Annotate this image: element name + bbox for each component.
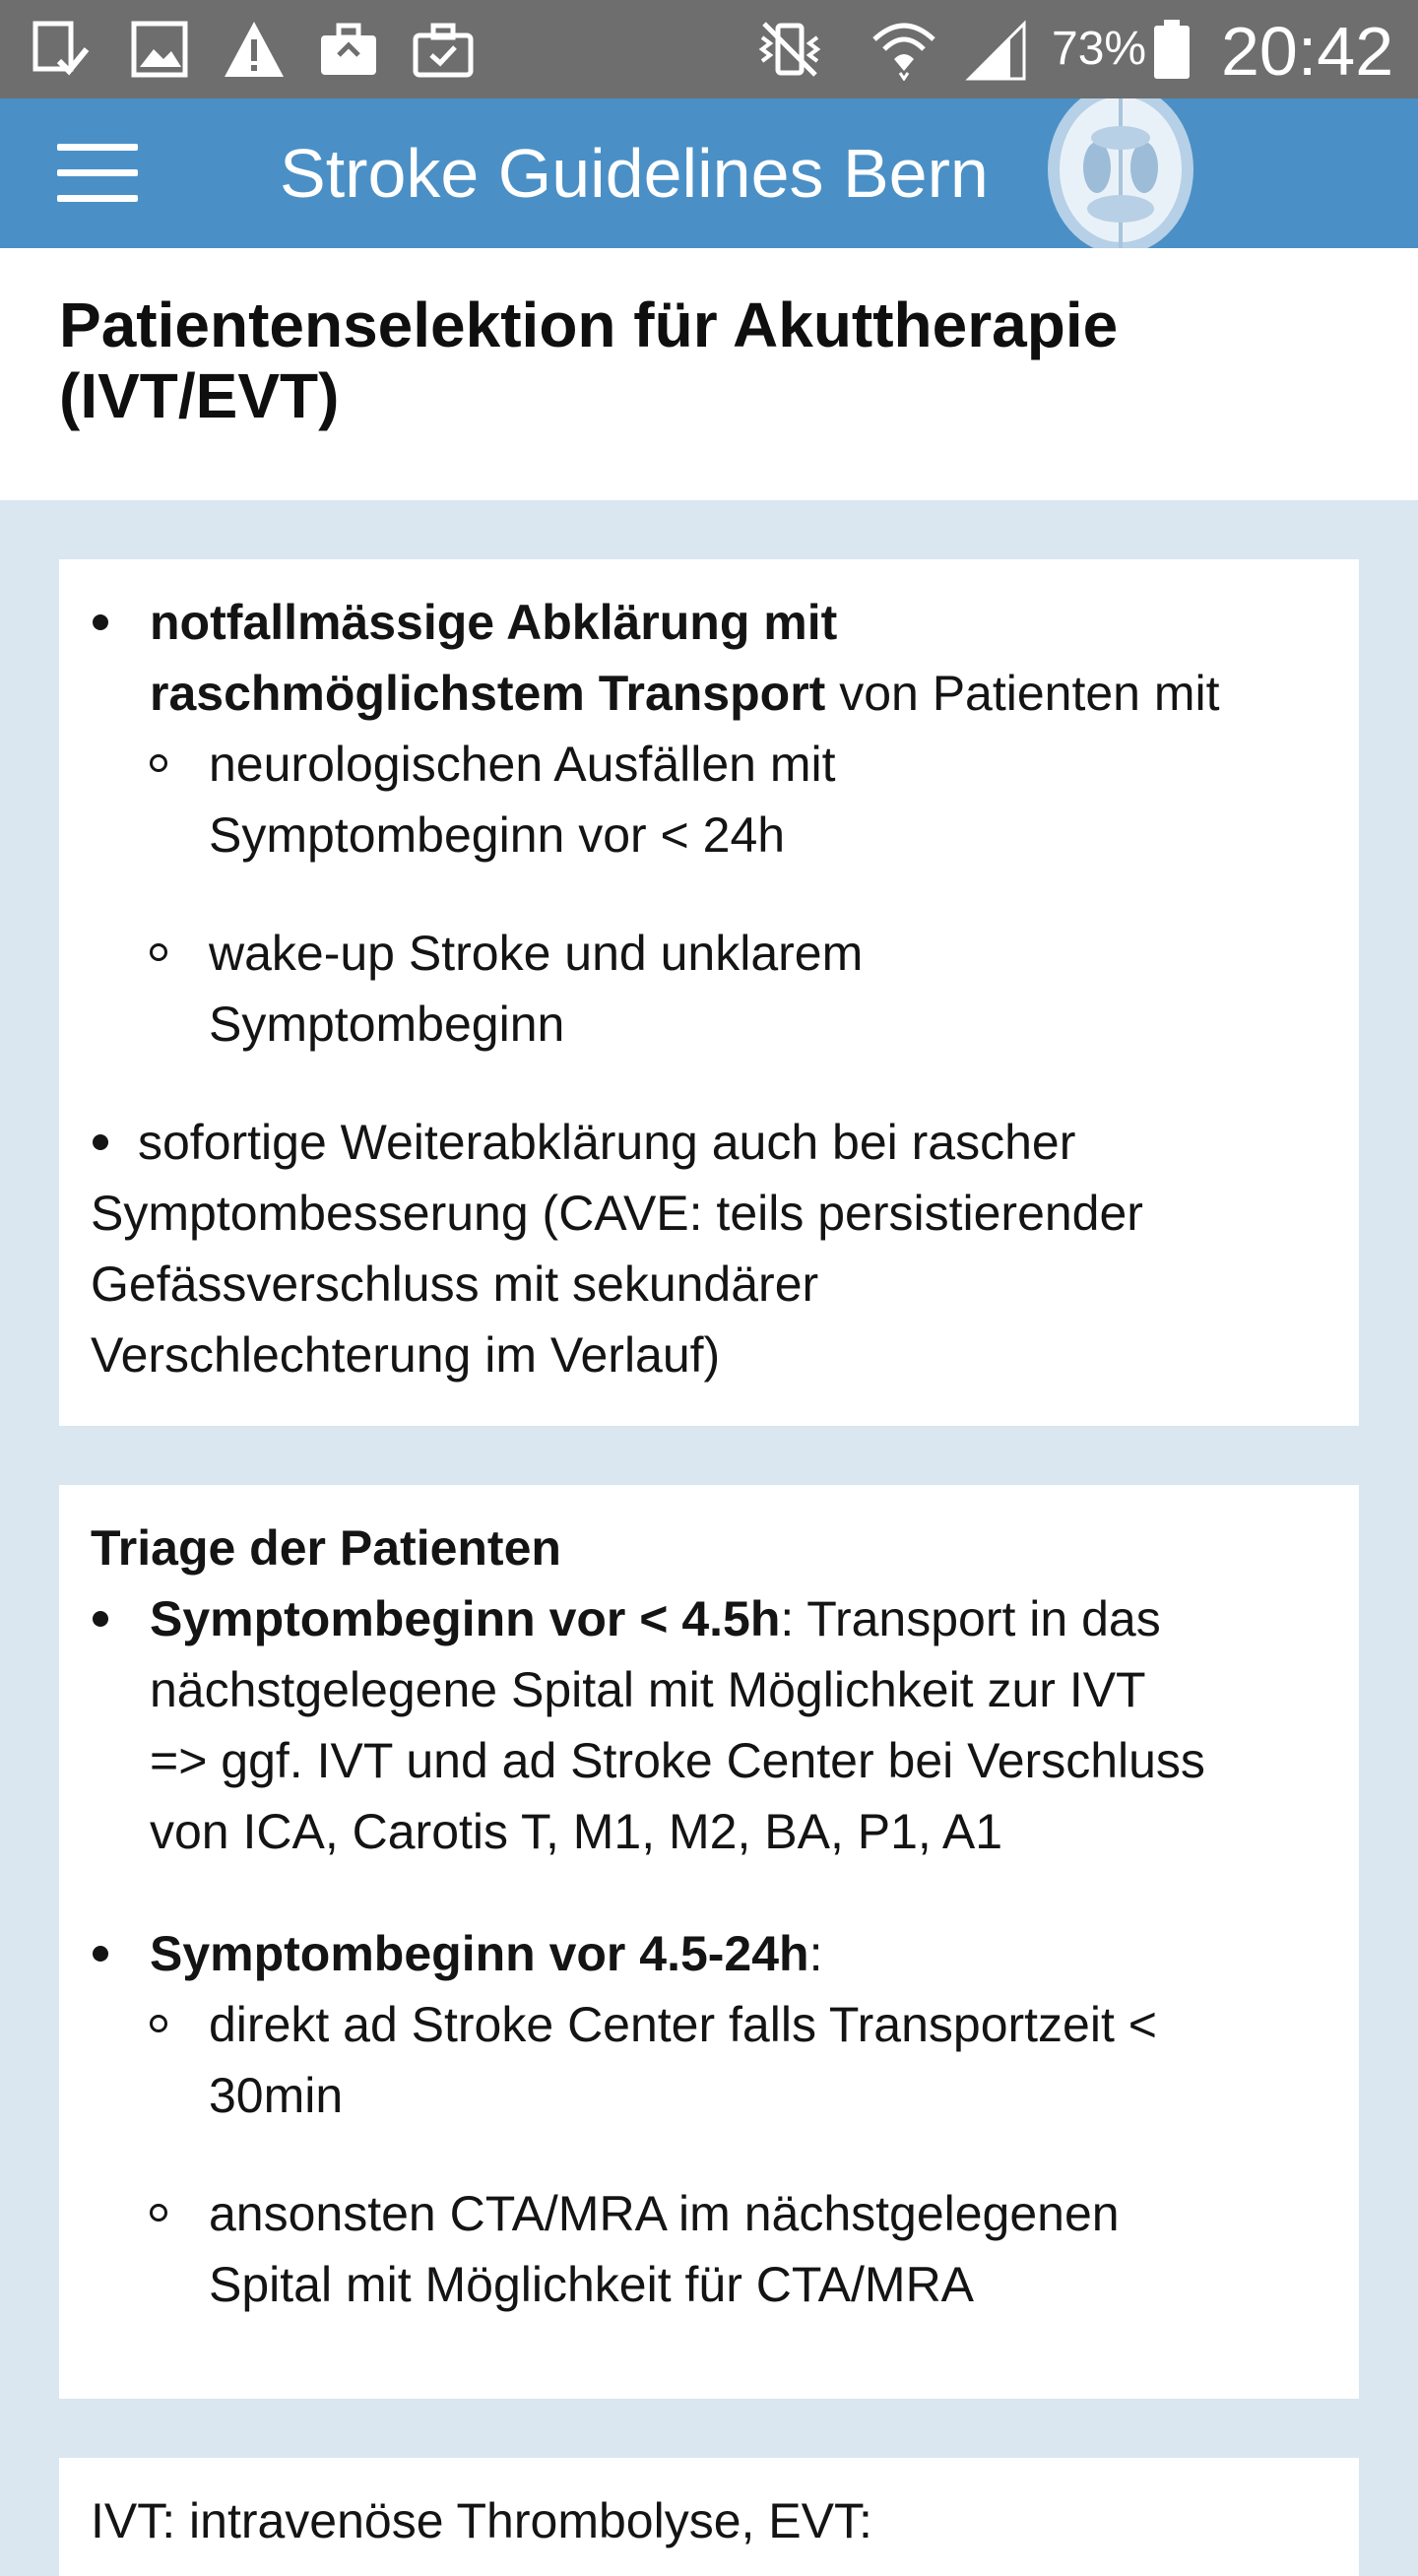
hamburger-menu-icon[interactable] xyxy=(57,144,138,203)
bullet-icon xyxy=(93,1946,108,1962)
item-text: Symptombeginn vor < 4.5h: Transport in das xyxy=(150,1591,1161,1646)
item-text: nächstgelegene Spital mit Möglichkeit zur IVT xyxy=(150,1662,1146,1717)
item-text: => ggf. IVT und ad Stroke Center bei Verschluss xyxy=(150,1733,1205,1788)
warning-icon xyxy=(223,18,286,81)
sub-item-text: ansonsten CTA/MRA im nächstgelegenen xyxy=(209,2186,1120,2241)
sub-item-text: neurologischen Ausfällen mit xyxy=(209,737,836,792)
app-bar xyxy=(0,98,1418,248)
item-text: von ICA, Carotis T, M1, M2, BA, P1, A1 xyxy=(150,1804,1003,1859)
briefcase-icon xyxy=(317,18,380,81)
bullet-icon xyxy=(93,1611,108,1627)
triage-card xyxy=(59,1485,1359,2399)
sub-item-text: Symptombeginn vor < 24h xyxy=(209,807,786,863)
battery-icon xyxy=(1150,18,1193,81)
clock: 20:42 xyxy=(1221,13,1394,90)
app-title: Stroke Guidelines Bern xyxy=(280,135,989,212)
sub-item-text: Spital mit Möglichkeit für CTA/MRA xyxy=(209,2257,975,2312)
signal-icon xyxy=(965,18,1028,81)
item-text: notfallmässige Abklärung mit xyxy=(150,595,838,650)
abbreviations-card xyxy=(59,2458,1359,2576)
sub-item-text: direkt ad Stroke Center falls Transportzeit < xyxy=(209,1997,1157,2052)
page-header xyxy=(0,248,1418,500)
indication-card xyxy=(59,559,1359,1426)
sub-bullet-icon xyxy=(150,754,167,772)
item-text: Verschlechterung im Verlauf) xyxy=(91,1327,721,1383)
item-text: sofortige Weiterabklärung auch bei rascher xyxy=(138,1115,1076,1170)
bullet-icon xyxy=(93,1134,108,1150)
download-done-icon xyxy=(30,18,93,81)
sub-bullet-icon xyxy=(150,2204,167,2222)
sub-item-text: Symptombeginn xyxy=(209,997,565,1052)
vibrate-mute-icon xyxy=(758,18,821,81)
battery-percent: 73% xyxy=(1052,23,1147,75)
briefcase-check-icon xyxy=(412,18,475,81)
page-title: Patientenselektion für Akuttherapie (IVT/EVT) xyxy=(59,290,1119,431)
image-icon xyxy=(128,18,191,81)
item-text: Gefässverschluss mit sekundärer xyxy=(91,1256,819,1312)
sub-item-text: wake-up Stroke und unklarem xyxy=(209,926,864,981)
section-heading: Triage der Patienten xyxy=(91,1520,561,1576)
brain-mri-logo xyxy=(1042,98,1199,248)
wifi-icon xyxy=(872,18,935,81)
sub-item-text: 30min xyxy=(209,2068,344,2123)
status-bar xyxy=(0,0,1418,98)
item-text: Symptombesserung (CAVE: teils persistierender xyxy=(91,1186,1143,1241)
sub-bullet-icon xyxy=(150,943,167,961)
sub-bullet-icon xyxy=(150,2015,167,2032)
item-text: raschmöglichstem Transport von Patienten mit xyxy=(150,666,1220,721)
abbreviation-text: IVT: intravenöse Thrombolyse, EVT: xyxy=(91,2493,872,2548)
item-text: Symptombeginn vor 4.5-24h: xyxy=(150,1926,823,1981)
bullet-icon xyxy=(93,614,108,630)
